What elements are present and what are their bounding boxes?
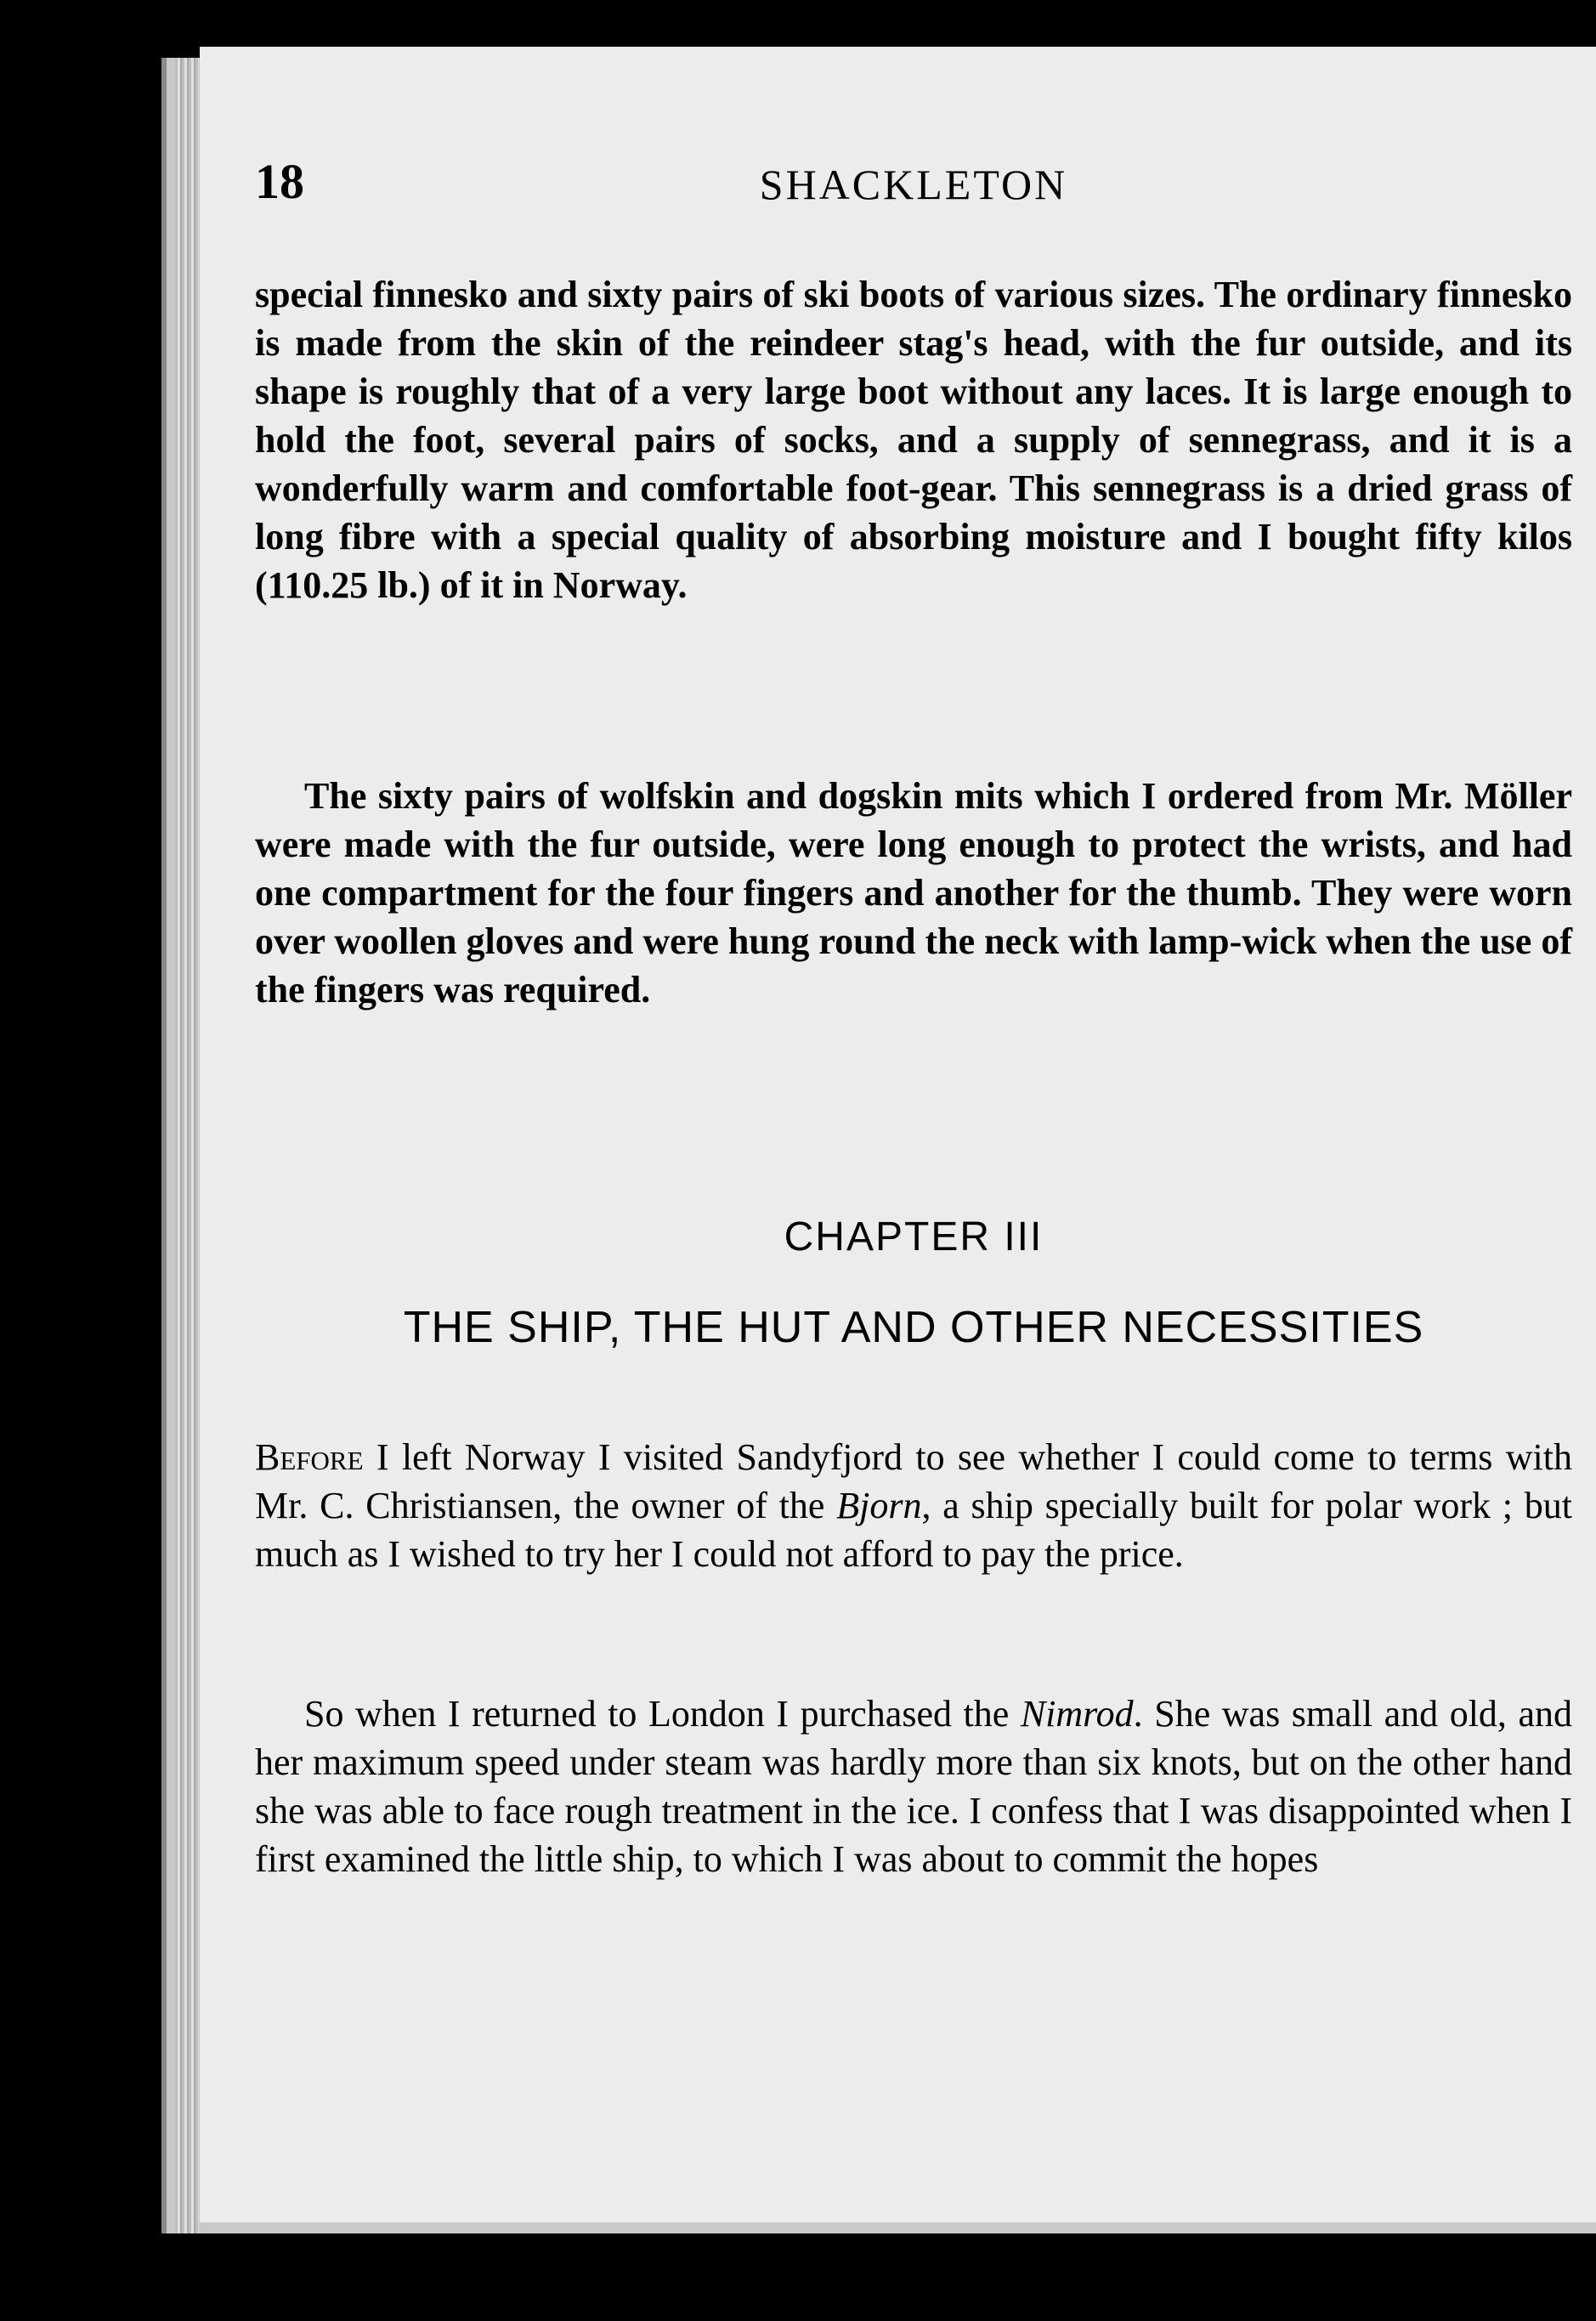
ship-name: Nimrod xyxy=(1020,1693,1134,1735)
paragraph-nimrod xyxy=(255,1690,1572,1883)
running-title: SHACKLETON xyxy=(759,161,1068,208)
paragraph-lead-word: Before xyxy=(255,1436,364,1478)
running-head xyxy=(255,153,1572,221)
chapter-title: THE SHIP, THE HUT AND OTHER NECESSITIES xyxy=(403,1303,1424,1352)
paragraph-finnesko: special finnesko and sixty pairs of ski boots of various sizes. The ordinary finnesko is made from the skin of the reindeer stag's head, with the fur outside, and its shape is roughly that of a very large boot without any laces. It is large enough to hold the foot, several pairs of socks, and a supply of sennegrass, and it is a wonderfully warm and comfortable foot-gear. This sennegrass is a dried grass of long fibre with a special quality of absorbing moisture and I bought fifty kilos (110.25 lb.) of it in Norway. xyxy=(255,274,1572,606)
paragraph-text: I left Norway I visited Sandyfjord to see whether I could come to terms with Mr. C. Christiansen, the owner of the xyxy=(255,1436,1572,1526)
chapter-number: CHAPTER III xyxy=(784,1214,1044,1260)
paragraph-bjorn xyxy=(255,1433,1572,1578)
paragraph-text: . She was small and old, and her maximum speed under steam was hardly more than six knots, but on the other hand she was able to face rough treatment in the ice. I confess that I was disappointed when I first examined the little ship, to which I was about to commit the hopes xyxy=(255,1693,1572,1880)
paragraph-mits: The sixty pairs of wolfskin and dogskin mits which I ordered from Mr. Möller were made with the fur outside, were long enough to protect the wrists, and had one compartment for the four fingers and another for the thumb. They were worn over woollen gloves and were hung round the neck with lamp-wick when the use of the fingers was required. xyxy=(255,775,1572,1010)
paragraph-text: So when I returned to London I purchased the xyxy=(304,1693,1021,1735)
page-number: 18 xyxy=(255,154,304,209)
paragraph-text: , a ship specially built for polar work ; but much as I wished to try her I could not afford to pay the price. xyxy=(255,1485,1572,1575)
ship-name: Bjorn xyxy=(836,1485,922,1526)
